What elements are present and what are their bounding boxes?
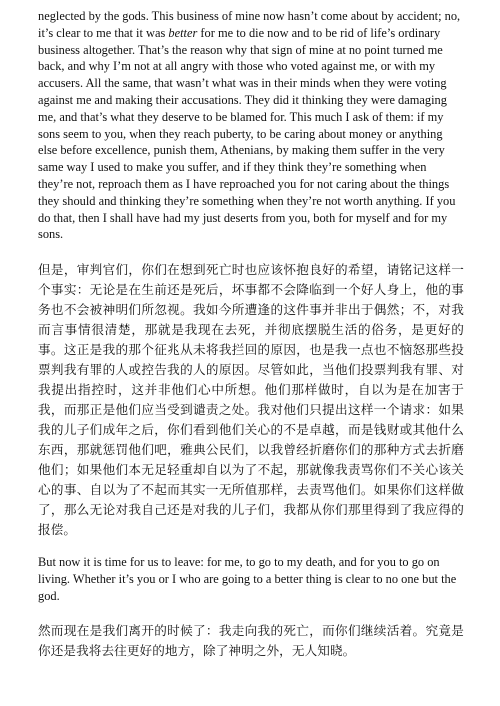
paragraph-chinese-2: 然而现在是我们离开的时候了：我走向我的死亡，而你们继续活着。究竟是你还是我将去往更好的地方，除了神明之外，无人知晓。 bbox=[38, 622, 464, 658]
paragraph-chinese-1: 但是，审判官们，你们在想到死亡时也应该怀抱良好的希望，请铭记这样一个事实：无论是在生前还是死后，坏事都不会降临到一个好人身上，他的事务也不会被神明们所忽视。我如今所遭逢的这件事并非出于偶然；不，对我而言事情很清楚，那就是我现在去死，并彻底摆脱生活的俗务，是更好的事。这正是我的那个征兆从未将我拦回的原因，也是我一点也不恼怒那些投票判我有罪的人或控告我的人的原因。尽管如此，当他们投票判我有罪、对我提出指控时，这并非他们心中所想。他们那样做时，自以为是在加害于我，而那正是他们应当受到谴责之处。我对他们只提出这样一个请求：如果我的儿子们成年之后，你们看到他们关心的不是卓越，而是钱财或其他什么东西，那就惩罚他们吧，雅典公民们，以我曾经折磨你们的那种方式去折磨他们；如果他们本无足轻重却自以为了不起，那就像我责骂你们不关心该关心的事、自以为了不起而其实一无所值那样，去责骂他们。如果你们这样做了，那么无论对我自己还是对我的儿子们，我都从你们那里得到了我应得的报偿。 bbox=[38, 262, 464, 538]
paragraph-english-1-part-1: neglected by the gods. This business of mine now hasn’t come about by accident; no, it’s clear to me that it was bbox=[38, 9, 461, 40]
emphasis-better: better bbox=[168, 25, 198, 40]
paragraph-english-1 bbox=[38, 8, 464, 243]
paragraph-english-1-part-2: for me to die now and to be rid of life’s ordinary business altogether. That’s the reason why that sign of mine at no point turned me back, and why I’m not at all angry with those who voted against me, or with my accusers. All the same, that wasn’t what was in their minds when they were voting against me and making their accusations. They did it thinking they were damaging me, and that’s what they deserve to be blamed for. This much I ask of them: if my sons seem to you, when they reach puberty, to be caring about money or anything else before excellence, punish them, Athenians, by making them suffer in the very same way I used to make you suffer, and if they think they’re something when they’re not, reproach them as I have reproached you for not caring about the things they should and thinking they’re something when they’re not worth anything. If you do that, then I shall have had my just deserts from you, both for myself and for my sons. bbox=[38, 25, 456, 242]
paragraph-english-2: But now it is time for us to leave: for me, to go to my death, and for you to go on living. Whether it’s you or I who are going to a better thing is clear to no one but the god. bbox=[38, 555, 457, 603]
document-page bbox=[38, 8, 464, 675]
